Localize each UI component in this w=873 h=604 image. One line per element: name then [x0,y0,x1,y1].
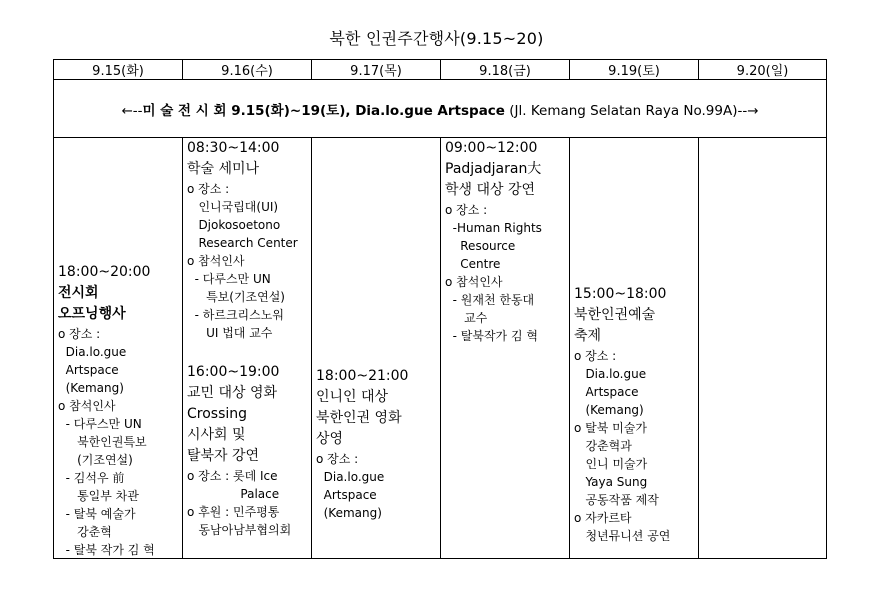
event-title: 북한인권예술 [574,307,656,323]
event-block [445,138,567,345]
event-title: 학생 대상 강연 [445,182,536,198]
event-detail: 인니 미술가 [574,457,648,471]
banner-address: (Jl. Kemang Selatan Raya No.99A)--→ [504,102,759,119]
day-header: 9.17(목) [312,60,441,80]
day-header: 9.15(화) [54,60,183,80]
event-detail: (Kemang) [58,381,124,395]
event-title: 시사회 및 [187,427,246,443]
event-detail: o 장소 : [58,327,101,341]
event-detail: Palace [187,487,280,501]
schedule-table [53,59,827,559]
document-title: 북한 인권주간행사(9.15~20) [329,29,544,48]
event-detail: Dia.lo.gue [316,470,385,484]
event-detail: - 탈북 예술가 [58,507,136,521]
event-detail: - 김석우 前 [58,471,125,485]
event-detail: Djokosoetono [187,218,281,232]
event-detail: Yaya Sung [574,475,648,489]
event-detail: 통일부 차관 [58,489,139,503]
event-time: 08:30~14:00 [187,140,280,156]
event-time: 16:00~19:00 [187,364,280,380]
event-block [574,284,696,545]
event-time: 18:00~21:00 [316,368,409,384]
event-detail: Resource [445,239,516,253]
event-time: 09:00~12:00 [445,140,538,156]
banner-arrow-left: ←-- [121,102,143,119]
event-time: 15:00~18:00 [574,286,667,302]
exhibition-banner-row [54,80,827,138]
event-detail: 교수 [445,311,488,325]
event-detail: 공동작품 제작 [574,493,659,507]
day-cell-0917 [312,138,441,559]
event-block [58,262,180,559]
event-detail: UI 법대 교수 [187,326,273,340]
event-detail: Dia.lo.gue [58,345,127,359]
event-detail: 북한인권특보 [58,435,147,449]
event-detail: o 자카르타 [574,511,632,525]
banner-bold-text: 미 술 전 시 회 9.15(화)~19(토), Dia.lo.gue Artspace [142,102,505,119]
event-title: 오프닝행사 [58,306,126,322]
event-detail: Research Center [187,236,298,250]
event-detail: (Kemang) [574,403,644,417]
event-title: 학술 세미나 [187,161,260,177]
event-detail: 동남아남부협의회 [187,523,292,537]
event-detail: 인니국립대(UI) [187,200,279,214]
day-header: 9.16(수) [183,60,312,80]
event-block [187,362,309,539]
event-detail: 특보(기조연설) [187,290,285,304]
event-detail: o 장소 : 롯데 Ice [187,469,278,483]
events-row [54,138,827,559]
event-detail: - 원재천 한동대 [445,293,535,307]
event-detail: o 참석인사 [58,399,116,413]
event-time: 18:00~20:00 [58,264,151,280]
day-cell-0915 [54,138,183,559]
event-detail: - 탈북 작가 김 혁 [58,543,155,557]
event-detail: o 참석인사 [445,275,503,289]
event-detail: o 장소 : [187,182,230,196]
exhibition-banner [54,80,827,138]
event-detail: o 후원 : 민주평통 [187,505,280,519]
event-detail: - 하르크리스노워 [187,308,284,322]
event-title: 북한인권 영화 [316,410,402,426]
day-header: 9.20(일) [699,60,827,80]
event-detail: Artspace [58,363,119,377]
event-detail: Artspace [574,385,639,399]
event-title: 축제 [574,328,602,344]
event-detail: - 다루스만 UN [58,417,142,431]
day-cell-0916 [183,138,312,559]
event-block [187,138,309,342]
event-detail: Centre [445,257,501,271]
event-detail: -Human Rights [445,221,542,235]
event-title: 탈북자 강연 [187,448,260,464]
day-cell-0920 [699,138,827,559]
event-title: 전시회 [58,285,99,301]
event-detail: Artspace [316,488,377,502]
event-detail: - 다루스만 UN [187,272,271,286]
event-detail: o 장소 : [574,349,617,363]
event-title: 교민 대상 영화 [187,385,278,401]
event-detail: (Kemang) [316,506,382,520]
event-title: 인니인 대상 [316,389,389,405]
event-detail: o 참석인사 [187,254,245,268]
event-detail: Dia.lo.gue [574,367,647,381]
event-title: 상영 [316,431,344,447]
day-header: 9.18(금) [441,60,570,80]
event-detail: 청년뮤니션 공연 [574,529,671,543]
event-detail: o 장소 : [316,452,359,466]
event-detail: o 장소 : [445,203,488,217]
event-detail: (기조연설) [58,453,133,467]
day-cell-0918 [441,138,570,559]
day-header: 9.19(토) [570,60,699,80]
event-title: Padjadjaran大 [445,161,542,177]
event-detail: - 탈북작가 김 혁 [445,329,538,343]
event-block [316,366,438,522]
event-detail: 강춘혁 [58,525,112,539]
event-detail: 강춘혁과 [574,439,632,453]
day-header-row [54,60,827,80]
day-cell-0919 [570,138,699,559]
event-detail: o 탈북 미술가 [574,421,647,435]
event-title: Crossing [187,406,248,422]
